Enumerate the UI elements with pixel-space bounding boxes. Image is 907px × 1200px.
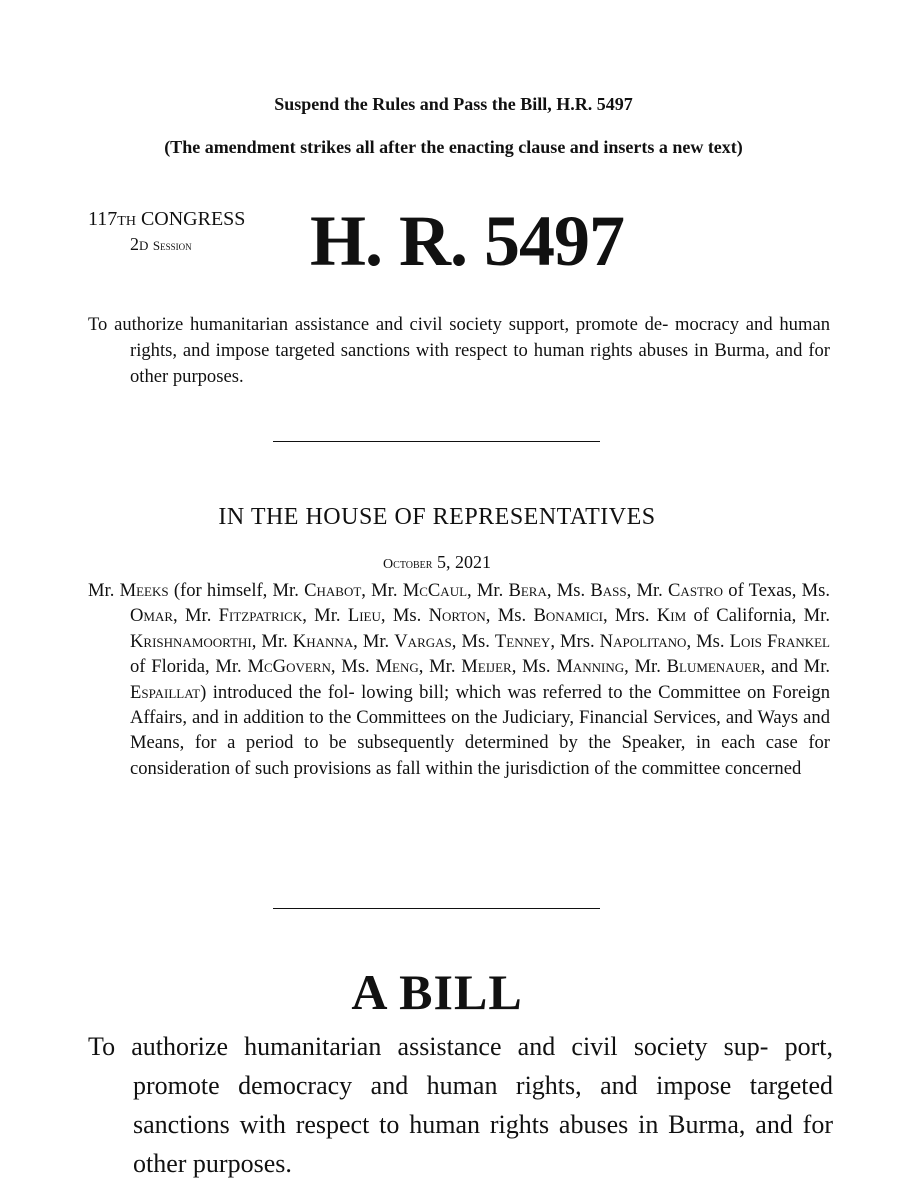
member-name: Blumenauer: [666, 656, 761, 678]
congress-label: [88, 208, 298, 233]
member-name: Meng: [375, 656, 419, 678]
session-label: [88, 233, 298, 257]
member-name: Napolitano: [599, 630, 687, 652]
member-name: Meijer: [461, 656, 512, 678]
introduction-date: [0, 551, 874, 576]
house-heading: IN THE HOUSE OF REPRESENTATIVES: [218, 504, 656, 530]
member-name: Bass: [590, 580, 627, 601]
member-name: Omar: [130, 605, 174, 627]
a-bill-heading: A BILL: [351, 964, 523, 1020]
bill-number: H. R. 5497: [310, 201, 624, 281]
divider-rule: [273, 908, 600, 909]
member-name: Krishnamoorthi: [130, 630, 252, 652]
divider-rule: [273, 441, 600, 442]
congress-word: CONGRESS: [140, 208, 246, 230]
member-name: Tenney: [494, 630, 551, 652]
member-name: Castro: [668, 580, 724, 601]
member-name: McGovern: [247, 656, 331, 678]
session-word: Session: [152, 238, 192, 253]
member-name: Lois Frankel: [729, 630, 830, 652]
member-name: Bonamici: [533, 605, 603, 627]
member-name: Manning: [556, 656, 625, 678]
member-name: Bera: [508, 580, 547, 601]
purpose-summary: To authorize humanitarian assistance and civil society support, promote de- mocracy and human rights, and impose targeted sanctions with respect to human rights abuses in Burma, and for other purposes.: [88, 314, 830, 387]
member-name: Khanna: [292, 630, 354, 652]
date-day-year: 5, 2021: [432, 552, 491, 572]
suspend-rules-heading: Suspend the Rules and Pass the Bill, H.R. 5497: [274, 94, 633, 114]
date-month: October: [383, 557, 433, 572]
member-name: McCaul: [402, 580, 468, 601]
congress-ordinal: TH: [117, 214, 136, 229]
member-name: Vargas: [394, 630, 452, 652]
member-name: Kim: [656, 605, 687, 627]
member-name: Norton: [428, 605, 486, 627]
congress-number: 117: [88, 208, 118, 230]
member-name: Fitzpatrick: [218, 605, 303, 627]
amendment-note: (The amendment strikes all after the enacting clause and inserts a new text): [164, 137, 743, 157]
member-name: Meeks: [119, 580, 169, 601]
member-name: Espaillat: [130, 681, 201, 703]
session-ordinal: D: [139, 238, 149, 253]
sponsors-paragraph: Mr. Meeks (for himself, Mr. Chabot, Mr. McCaul, Mr. Bera, Ms. Bass, Mr. Castro of Texas, Ms. Omar, Mr. Fitzpatrick, Mr. Lieu, Ms. Norton, Ms. Bonamici, Mrs. Kim of California, Mr. Krishnamoorthi, Mr. Khanna, Mr. Vargas, Ms. Tenney, Mrs. Napolitano, Ms. Lois Frankel of Florida, Mr. McGovern, Ms. Meng, Mr. Meijer, Ms. Manning, Mr. Blumenauer, and Mr. Espaillat) introduced the fol- lowing bill; which was referred to the Committee on Foreign Affairs, and in addition to the Committees on the Judiciary, Financial Services, and Ways and Means, for a period to be subsequently determined by the Speaker, in each case for consideration of such provisions as fall within the jurisdiction of the committee concerned: [88, 580, 831, 779]
member-name: Lieu: [347, 605, 381, 627]
session-number: 2: [130, 234, 139, 254]
congress-session-block: [88, 208, 298, 257]
member-name: Chabot: [304, 580, 362, 601]
bill-title-purpose: To authorize humanitarian assistance and civil society sup- port, promote democracy and human rights, and impose targeted sanctions with respect to human rights abuses in Burma, and for other purposes.: [88, 1032, 833, 1178]
